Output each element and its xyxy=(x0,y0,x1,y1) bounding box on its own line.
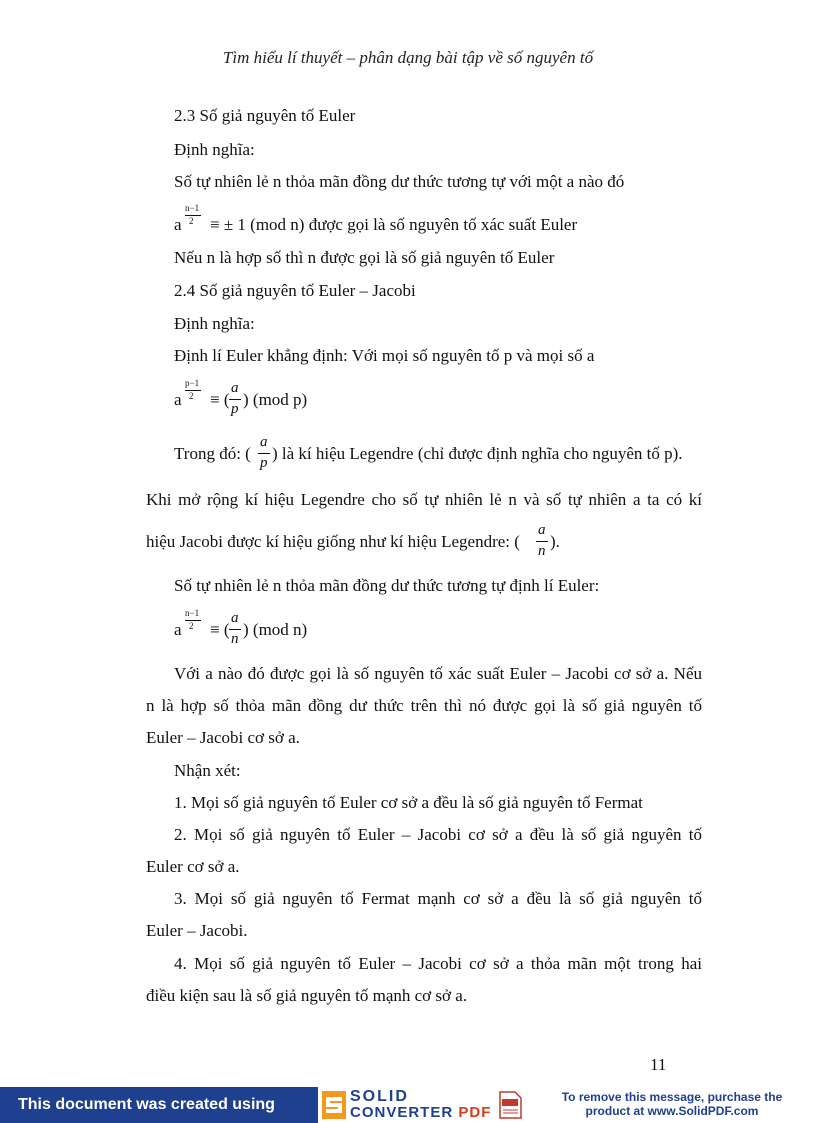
remark-item-3: 3. Mọi số giả nguyên tố Fermat mạnh cơ sở a đều là số giả nguyên tố xyxy=(174,889,702,908)
legendre-numerator: a xyxy=(231,380,239,396)
purchase-line-2-text: product at xyxy=(585,1104,648,1118)
watermark-banner xyxy=(0,1087,816,1123)
paragraph-legendre xyxy=(174,434,704,478)
exponent-denominator: 2 xyxy=(189,391,194,401)
remark-label: Nhận xét: xyxy=(174,761,241,780)
formula-euler-prp xyxy=(174,203,594,239)
solid-converter-logo[interactable] xyxy=(318,1087,528,1123)
remark-item-4: 4. Mọi số giả nguyên tố Euler – Jacobi cơ sở a thỏa mãn một trong hai xyxy=(174,954,702,973)
formula-base: a xyxy=(174,620,182,639)
legendre-numerator: a xyxy=(260,434,268,450)
section-2-4-title: 2.4 Số giả nguyên tố Euler – Jacobi xyxy=(174,281,416,300)
jacobi-numerator: a xyxy=(538,522,546,538)
legendre-denominator: p xyxy=(260,455,268,471)
remark-item-2: 2. Mọi số giả nguyên tố Euler – Jacobi cơ sở a đều là số giả nguyên tố xyxy=(174,825,702,844)
text-segment: Trong đó: ( xyxy=(174,444,251,463)
purchase-link[interactable]: www.SolidPDF.com xyxy=(647,1104,759,1118)
formula-equiv: ≡ ( xyxy=(210,390,230,409)
formula-rest: ) (mod n) xyxy=(243,620,308,639)
purchase-line-1: To remove this message, purchase the xyxy=(561,1090,783,1104)
formula-euler-jacobi xyxy=(174,608,374,652)
legendre-fraction-bar xyxy=(258,453,270,454)
paragraph: Với a nào đó được gọi là số nguyên tố xác suất Euler – Jacobi cơ sở a. Nếu xyxy=(174,664,702,683)
formula-rest: ≡ ± 1 (mod n) được gọi là số nguyên tố xác suất Euler xyxy=(210,215,578,234)
watermark-text: This document was created using xyxy=(18,1096,275,1113)
jacobi-denominator: n xyxy=(231,631,239,647)
jacobi-numerator: a xyxy=(231,610,239,626)
logo-solid-text: SOLID xyxy=(350,1088,409,1105)
remark-item-2-cont: Euler cơ sở a. xyxy=(146,857,240,876)
exponent-denominator: 2 xyxy=(189,621,194,631)
logo-converter-text xyxy=(350,1104,491,1121)
exponent-numerator: n−1 xyxy=(185,608,200,618)
remark-item-4-cont: điều kiện sau là số giả nguyên tố mạnh cơ sở a. xyxy=(146,986,468,1005)
logo-emblem-icon xyxy=(322,1091,346,1119)
paragraph: Định lí Euler khẳng định: Với mọi số nguyên tố p và mọi số a xyxy=(174,346,595,365)
formula-rest: ) (mod p) xyxy=(243,390,308,409)
text-segment: hiệu Jacobi được kí hiệu giống như kí hiệu Legendre: ( xyxy=(146,532,520,551)
paragraph: Euler – Jacobi cơ sở a. xyxy=(146,728,300,747)
formula-base: a xyxy=(174,390,182,409)
formula-base: a xyxy=(174,215,182,234)
jacobi-denominator: n xyxy=(538,543,546,559)
purchase-line-2 xyxy=(528,1104,816,1118)
pdf-document-icon xyxy=(498,1091,522,1119)
legendre-fraction-bar xyxy=(229,399,241,400)
paragraph: Số tự nhiên lẻ n thỏa mãn đồng dư thức tương tự định lí Euler: xyxy=(174,576,600,595)
definition-label: Định nghĩa: xyxy=(174,140,255,159)
running-header: Tìm hiểu lí thuyết – phân dạng bài tập về số nguyên tố xyxy=(222,48,594,67)
text-segment: ). xyxy=(550,532,560,551)
exponent-denominator: 2 xyxy=(189,216,194,226)
paragraph: Số tự nhiên lẻ n thỏa mãn đồng dư thức tương tự với một a nào đó xyxy=(174,172,625,191)
remark-item-3-cont: Euler – Jacobi. xyxy=(146,921,248,940)
jacobi-fraction-bar xyxy=(229,629,241,630)
purchase-message xyxy=(528,1087,816,1123)
section-2-3-title: 2.3 Số giả nguyên tố Euler xyxy=(174,106,356,125)
logo-converter-word: CONVERTER xyxy=(350,1104,454,1121)
paragraph: Khi mở rộng kí hiệu Legendre cho số tự nhiên lẻ n và số tự nhiên a ta có kí xyxy=(146,490,702,509)
page-number: 11 xyxy=(650,1055,667,1074)
formula-equiv: ≡ ( xyxy=(210,620,230,639)
logo-pdf-word: PDF xyxy=(458,1104,492,1121)
exponent-numerator: n−1 xyxy=(185,203,200,213)
definition-label: Định nghĩa: xyxy=(174,314,255,333)
remark-item-1: 1. Mọi số giả nguyên tố Euler cơ sở a đều là số giả nguyên tố Fermat xyxy=(174,793,643,812)
formula-euler-theorem xyxy=(174,378,374,422)
paragraph-jacobi xyxy=(146,520,646,564)
jacobi-fraction-bar xyxy=(536,541,548,542)
text-segment: ) là kí hiệu Legendre (chỉ được định nghĩa cho nguyên tố p). xyxy=(272,444,683,463)
paragraph: Nếu n là hợp số thì n được gọi là số giả nguyên tố Euler xyxy=(174,248,555,267)
legendre-denominator: p xyxy=(231,401,239,417)
exponent-numerator: p−1 xyxy=(185,378,200,388)
paragraph: n là hợp số thỏa mãn đồng dư thức trên thì nó được gọi là số giả nguyên tố xyxy=(146,696,702,715)
